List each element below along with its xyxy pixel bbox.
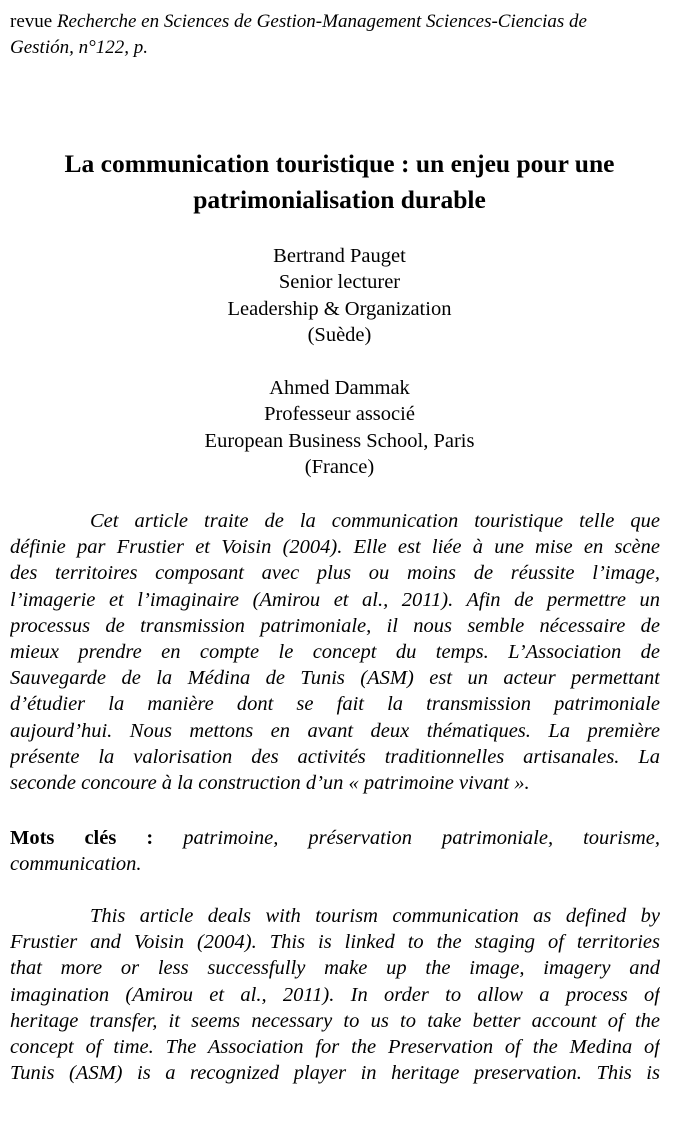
abstract-line: définie par Frustier et Voisin (2004). Elle est liée à une mise en scène — [10, 536, 660, 559]
abstract-line: that more or less successfully make up the image, imagery and — [10, 957, 660, 980]
author-name: Bertrand Pauget — [273, 245, 406, 267]
abstract-line: seconde concoure à la construction d’un « patrimoine vivant ». — [10, 771, 530, 794]
author-block-1 — [0, 243, 679, 348]
author-affiliation: Leadership & Organization — [227, 297, 452, 320]
author-name: Ahmed Dammak — [269, 377, 410, 399]
journal-header — [10, 9, 670, 61]
abstract-line: This article deals with tourism communication as defined by — [90, 905, 660, 927]
abstract-line: des territoires composant avec plus ou moins de réussite l’image, — [10, 562, 660, 585]
journal-prefix: revue — [10, 11, 57, 32]
abstract-english — [10, 903, 660, 1086]
keywords — [10, 825, 660, 877]
abstract-line: heritage transfer, it seems necessary to us to take better account of the — [10, 1009, 660, 1032]
author-country: (France) — [304, 455, 375, 478]
journal-issue: Gestión, n°122, p. — [10, 37, 148, 58]
abstract-line: processus de transmission patrimoniale, il nous semble nécessaire de — [10, 614, 660, 637]
abstract-line: Frustier and Voisin (2004). This is linked to the staging of territories — [10, 931, 660, 954]
article-title-line-1: La communication touristique : un enjeu pour une — [64, 149, 615, 178]
keywords-line-1 — [10, 825, 660, 851]
author-country: (Suède) — [307, 323, 372, 346]
article-title-line-2: patrimonialisation durable — [193, 185, 486, 214]
journal-header-line-1 — [10, 9, 670, 35]
abstract-french — [10, 508, 660, 796]
abstract-line: mieux prendre en compte le concept du temps. L’Association de — [10, 640, 660, 663]
abstract-line: concept of time. The Association for the Preservation of the Medina of — [10, 1035, 660, 1058]
abstract-line: présente la valorisation des activités traditionnelles artisanales. La — [10, 745, 660, 768]
author-position: Professeur associé — [264, 403, 415, 426]
author-position: Senior lecturer — [278, 271, 401, 294]
journal-name: Recherche en Sciences de Gestion-Management Sciences-Ciencias de — [56, 11, 587, 32]
abstract-line: Tunis (ASM) is a recognized player in heritage preservation. This is — [10, 1062, 660, 1085]
abstract-line: aujourd’hui. Nous mettons en avant deux thématiques. La première — [10, 719, 660, 742]
abstract-line: Cet article traite de la communication touristique telle que — [90, 510, 660, 532]
keywords-label: Mots clés : — [10, 827, 154, 849]
keywords-list: patrimoine, préservation patrimoniale, tourisme, — [183, 827, 660, 849]
abstract-line: l’imagerie et l’imaginaire (Amirou et al., 2011). Afin de permettre un — [10, 588, 660, 611]
author-block-2 — [0, 375, 679, 480]
abstract-line: imagination (Amirou et al., 2011). In order to allow a process of — [10, 983, 660, 1006]
author-affiliation: European Business School, Paris — [204, 429, 475, 452]
abstract-line: d’étudier la manière dont se fait la transmission patrimoniale — [10, 693, 660, 716]
keywords-line-2: communication. — [10, 853, 142, 876]
article-title — [0, 146, 679, 218]
abstract-line: Sauvegarde de la Médina de Tunis (ASM) est un acteur permettant — [10, 667, 660, 690]
